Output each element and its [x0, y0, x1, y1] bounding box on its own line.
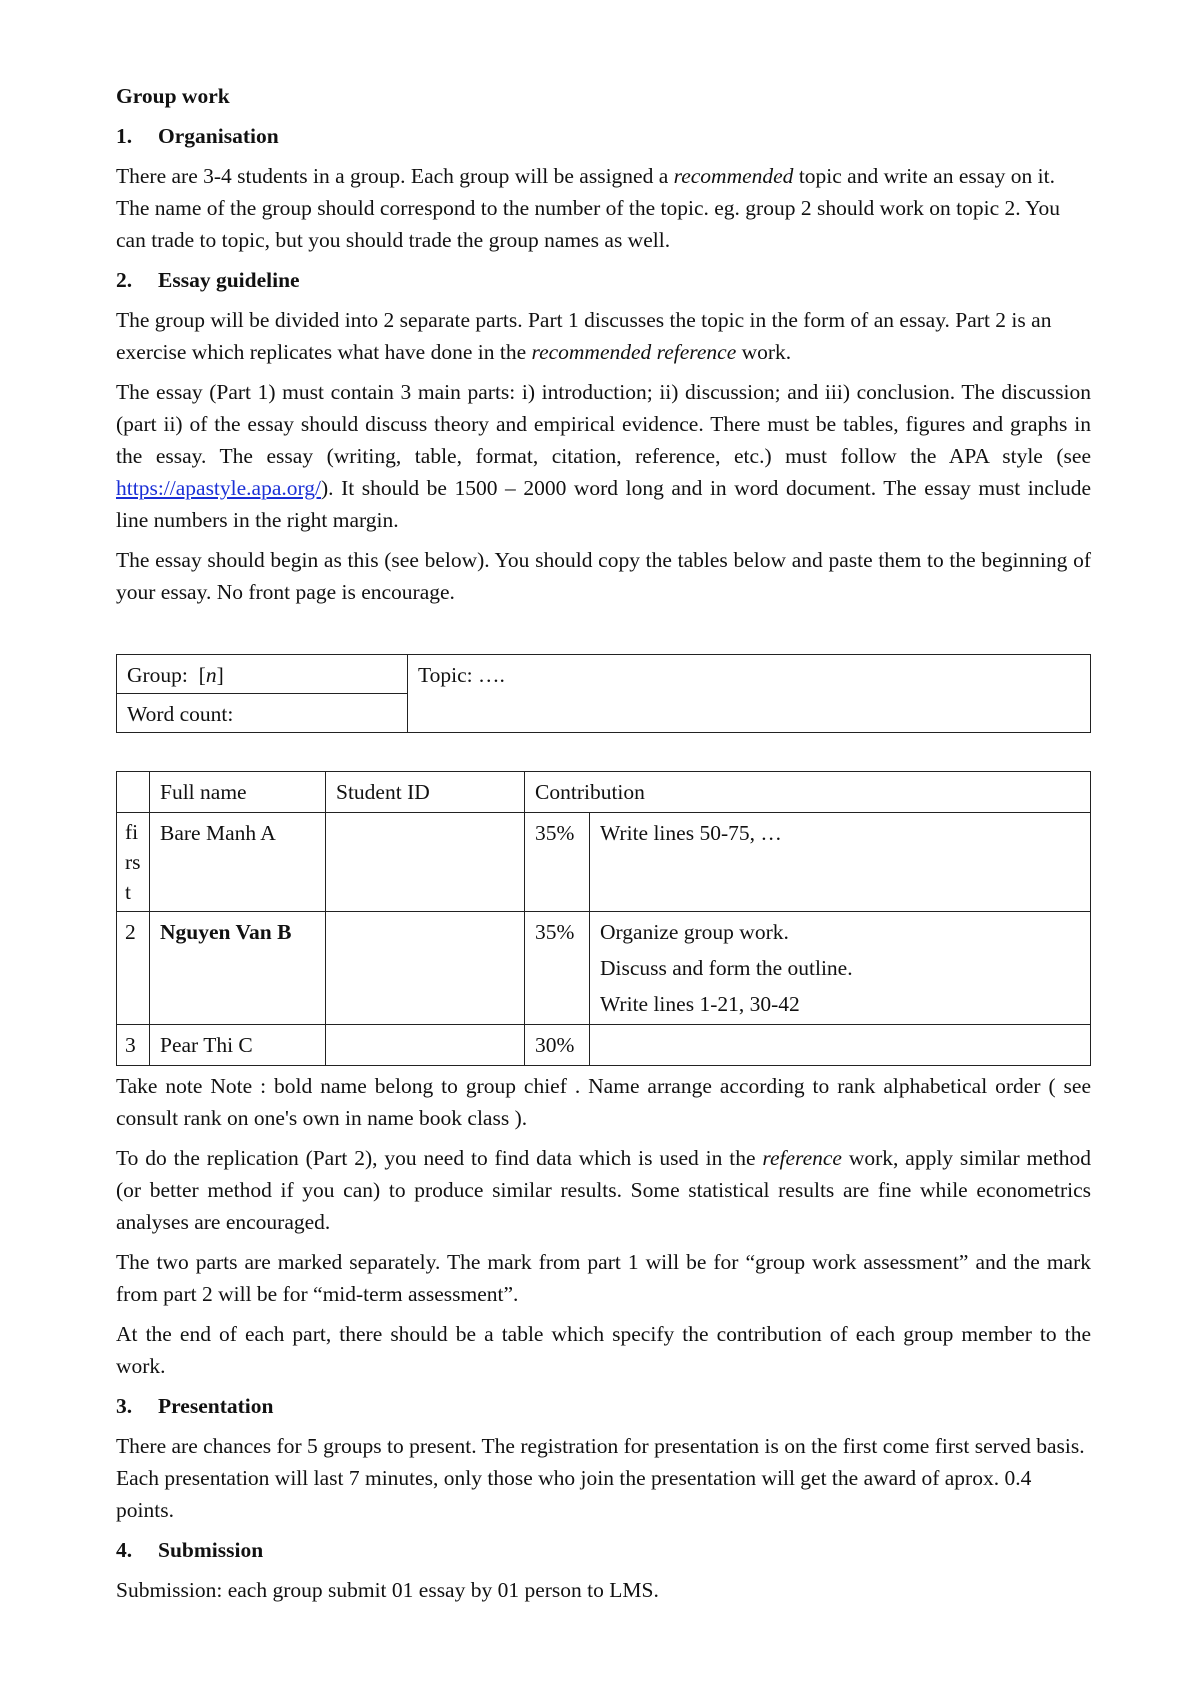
contribution-paragraph: At the end of each part, there should be a table which specify the contribution of each group member to the work. [116, 1322, 1091, 1378]
contribution-percent-cell: 35% [525, 813, 590, 912]
table-note-paragraph: Take note Note : bold name belong to group chief . Name arrange according to rank alphabetical order ( see consult rank on one's own in name book class ). [116, 1074, 1091, 1130]
replication-paragraph [116, 1142, 1091, 1238]
student-id-cell [326, 813, 525, 912]
contribution-tasks-cell [590, 1025, 1091, 1066]
contribution-tasks-cell [590, 813, 1091, 912]
task-line: Write lines 50-75, … [600, 821, 782, 845]
apa-style-link[interactable]: https://apastyle.apa.org/ [116, 476, 322, 500]
group-number-placeholder: n [205, 663, 217, 687]
contribution-percent-cell: 30% [525, 1025, 590, 1066]
member-name-cell-chief: Nguyen Van B [150, 912, 326, 1025]
task-line: Organize group work. [600, 920, 789, 944]
emphasis-text: recommended reference [531, 340, 737, 364]
section-number: 2. [116, 268, 133, 292]
task-line: Write lines 1-21, 30-42 [600, 992, 800, 1016]
table-row [117, 813, 1091, 912]
student-id-cell [326, 1025, 525, 1066]
section-title: Submission [158, 1538, 264, 1562]
organisation-paragraph [116, 160, 1091, 256]
emphasis-text: reference [762, 1146, 842, 1170]
section-heading-presentation [116, 1390, 1091, 1422]
section-number: 1. [116, 124, 133, 148]
section-number: 3. [116, 1394, 133, 1418]
full-name-header: Full name [150, 772, 326, 813]
document-title: Group work [116, 84, 230, 108]
submission-paragraph: Submission: each group submit 01 essay by 01 person to LMS. [116, 1578, 659, 1602]
section-title: Organisation [158, 124, 279, 148]
text-run: To do the replication (Part 2), you need to find data which is used in the [116, 1146, 763, 1170]
student-id-cell [326, 912, 525, 1025]
table-row [117, 1025, 1091, 1066]
contribution-header: Contribution [525, 772, 1091, 813]
essay-begin-paragraph: The essay should begin as this (see below). You should copy the tables below and paste them to the beginning of your essay. No front page is encourage. [116, 548, 1091, 604]
text-run: ). It should be 1500 – 2000 word long and in word document. The essay must include line numbers in the right margin. [116, 476, 1091, 532]
text-run: There are 3-4 students in a group. Each group will be assigned a [116, 164, 674, 188]
text-run: The group will be divided into 2 separate parts. Part 1 discusses the topic in the form of an essay. Part 2 is an exercise which replicates what have done in the [116, 308, 1052, 364]
row-index-cell [117, 813, 150, 912]
row-index-cell: 3 [117, 1025, 150, 1066]
group-info-table [116, 654, 1091, 733]
section-number: 4. [116, 1538, 133, 1562]
row-index-cell: 2 [117, 912, 150, 1025]
text-run: work, apply similar method (or better method if you can) to produce similar results. Some statistical results are fine while econometrics analyses are encouraged. [116, 1146, 1091, 1234]
marking-paragraph: The two parts are marked separately. The mark from part 1 will be for “group work assessment” and the mark from part 2 will be for “mid-term assessment”. [116, 1250, 1091, 1306]
topic-cell: Topic: …. [408, 655, 1091, 733]
index-header-cell [117, 772, 150, 813]
text-run: work. [736, 340, 792, 364]
group-cell: Group: [n] [117, 655, 408, 694]
text-run: topic and write an essay on it. The name of the group should correspond to the number of the topic. eg. group 2 should work on topic 2. You can trade to topic, but you should trade the group names as well. [116, 164, 1061, 252]
section-title: Presentation [158, 1394, 274, 1418]
section-title: Essay guideline [158, 268, 300, 292]
row-index: first [125, 820, 141, 904]
member-name-cell: Pear Thi C [150, 1025, 326, 1066]
word-count-cell: Word count: [117, 694, 408, 733]
essay-structure-paragraph [116, 376, 1091, 536]
contribution-tasks-cell [590, 912, 1091, 1025]
member-name-cell: Bare Manh A [150, 813, 326, 912]
section-heading-organisation [116, 120, 1091, 152]
contribution-percent-cell: 35% [525, 912, 590, 1025]
section-heading-essay-guideline [116, 264, 1091, 296]
text-run: The essay (Part 1) must contain 3 main parts: i) introduction; ii) discussion; and iii) conclusion. The discussion (part ii) of the essay should discuss theory and empirical evidence. There must be tables, figures and graphs in the essay. The essay (writing, table, format, citation, reference, etc.) must follow the APA style (see [116, 380, 1091, 468]
members-table [116, 771, 1091, 1066]
table-row [117, 912, 1091, 1025]
task-line: Discuss and form the outline. [600, 956, 853, 980]
document-page [116, 80, 1091, 1614]
student-id-header: Student ID [326, 772, 525, 813]
emphasis-text: recommended [673, 164, 794, 188]
group-label: Group: [127, 663, 188, 687]
section-heading-submission [116, 1534, 1091, 1566]
presentation-paragraph: There are chances for 5 groups to present. The registration for presentation is on the first come first served basis. Each presentation will last 7 minutes, only those who join the presentation will get the award of aprox. 0.4 points. [116, 1434, 1085, 1522]
essay-parts-paragraph [116, 304, 1091, 368]
table-header-row [117, 772, 1091, 813]
